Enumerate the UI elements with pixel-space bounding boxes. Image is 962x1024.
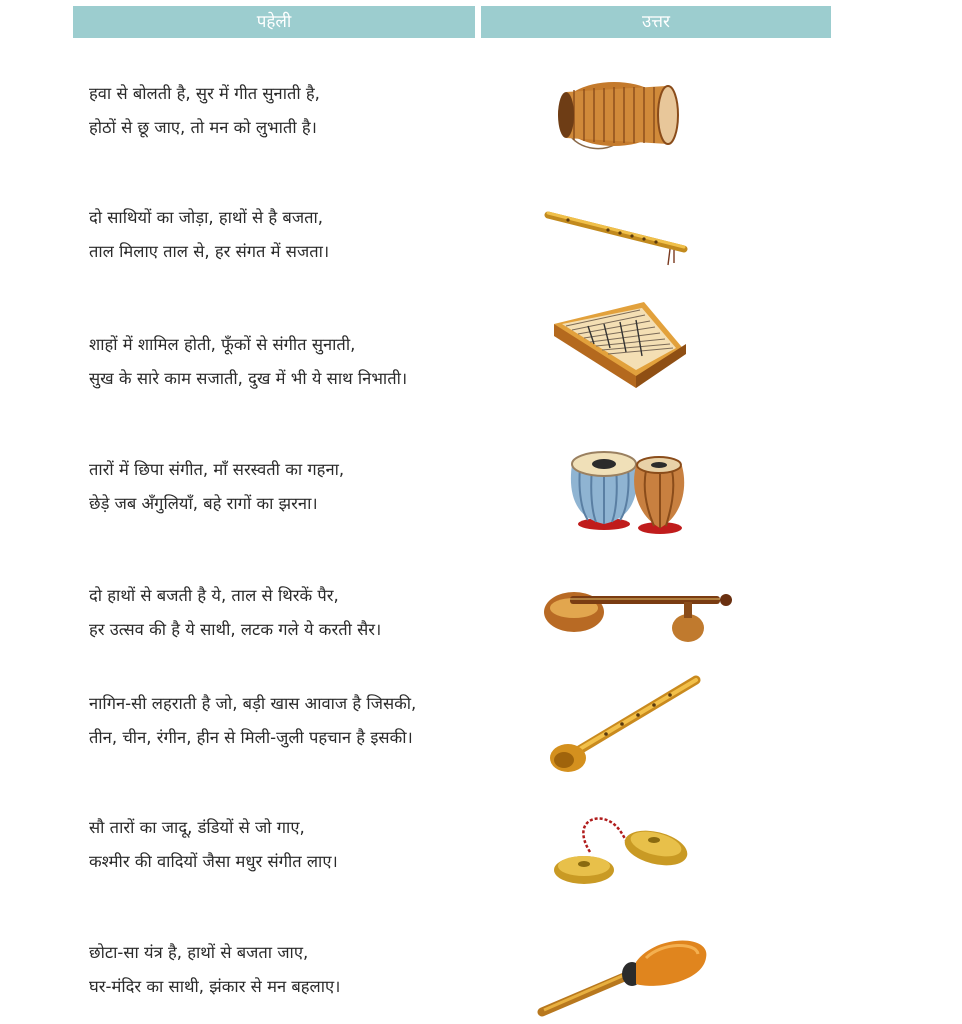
riddle-line: तीन, चीन, रंगीन, हीन से मिली-जुली पहचान है इसकी। bbox=[89, 728, 413, 747]
riddle-line: तारों में छिपा संगीत, माँ सरस्वती का गहना, bbox=[89, 460, 345, 479]
veena-icon bbox=[540, 584, 736, 646]
manjira-icon bbox=[550, 810, 694, 890]
ektara-icon bbox=[536, 928, 712, 1020]
dholak-icon bbox=[548, 72, 688, 158]
riddle-line: कश्मीर की वादियों जैसा मधुर संगीत लाए। bbox=[89, 852, 338, 871]
tabla-icon bbox=[568, 442, 690, 538]
riddle-line: छोटा-सा यंत्र है, हाथों से बजता जाए, bbox=[89, 943, 309, 962]
riddle-line: दो साथियों का जोड़ा, हाथों से है बजता, bbox=[89, 208, 324, 227]
riddle-line: हवा से बोलती है, सुर में गीत सुनाती है, bbox=[89, 84, 320, 103]
riddle-line: घर-मंदिर का साथी, झंकार से मन बहलाए। bbox=[89, 977, 341, 996]
riddle-line: सुख के सारे काम सजाती, दुख में भी ये साथ निभाती। bbox=[89, 369, 408, 388]
riddle-line: हर उत्सव की है ये साथी, लटक गले ये करती सैर। bbox=[89, 620, 382, 639]
flute-icon bbox=[538, 205, 698, 271]
riddle-line: सौ तारों का जादू, डंडियों से जो गाए, bbox=[89, 818, 305, 837]
riddle-line: शाहों में शामिल होती, फूँकों से संगीत सुनाती, bbox=[89, 335, 356, 354]
riddle-line: दो हाथों से बजती है ये, ताल से थिरकें पैर, bbox=[89, 586, 339, 605]
shehnai-icon bbox=[546, 672, 706, 778]
answer-column-header: उत्तर bbox=[481, 6, 831, 38]
riddle-line: होठों से छू जाए, तो मन को लुभाती है। bbox=[89, 118, 317, 137]
riddle-line: छेड़े जब अँगुलियाँ, बहे रागों का झरना। bbox=[89, 494, 318, 513]
santoor-icon bbox=[548, 296, 692, 392]
riddle-column-header: पहेली bbox=[73, 6, 475, 38]
riddle-line: नागिन-सी लहराती है जो, बड़ी खास आवाज है जिसकी, bbox=[89, 694, 417, 713]
riddle-line: ताल मिलाए ताल से, हर संगत में सजता। bbox=[89, 242, 330, 261]
